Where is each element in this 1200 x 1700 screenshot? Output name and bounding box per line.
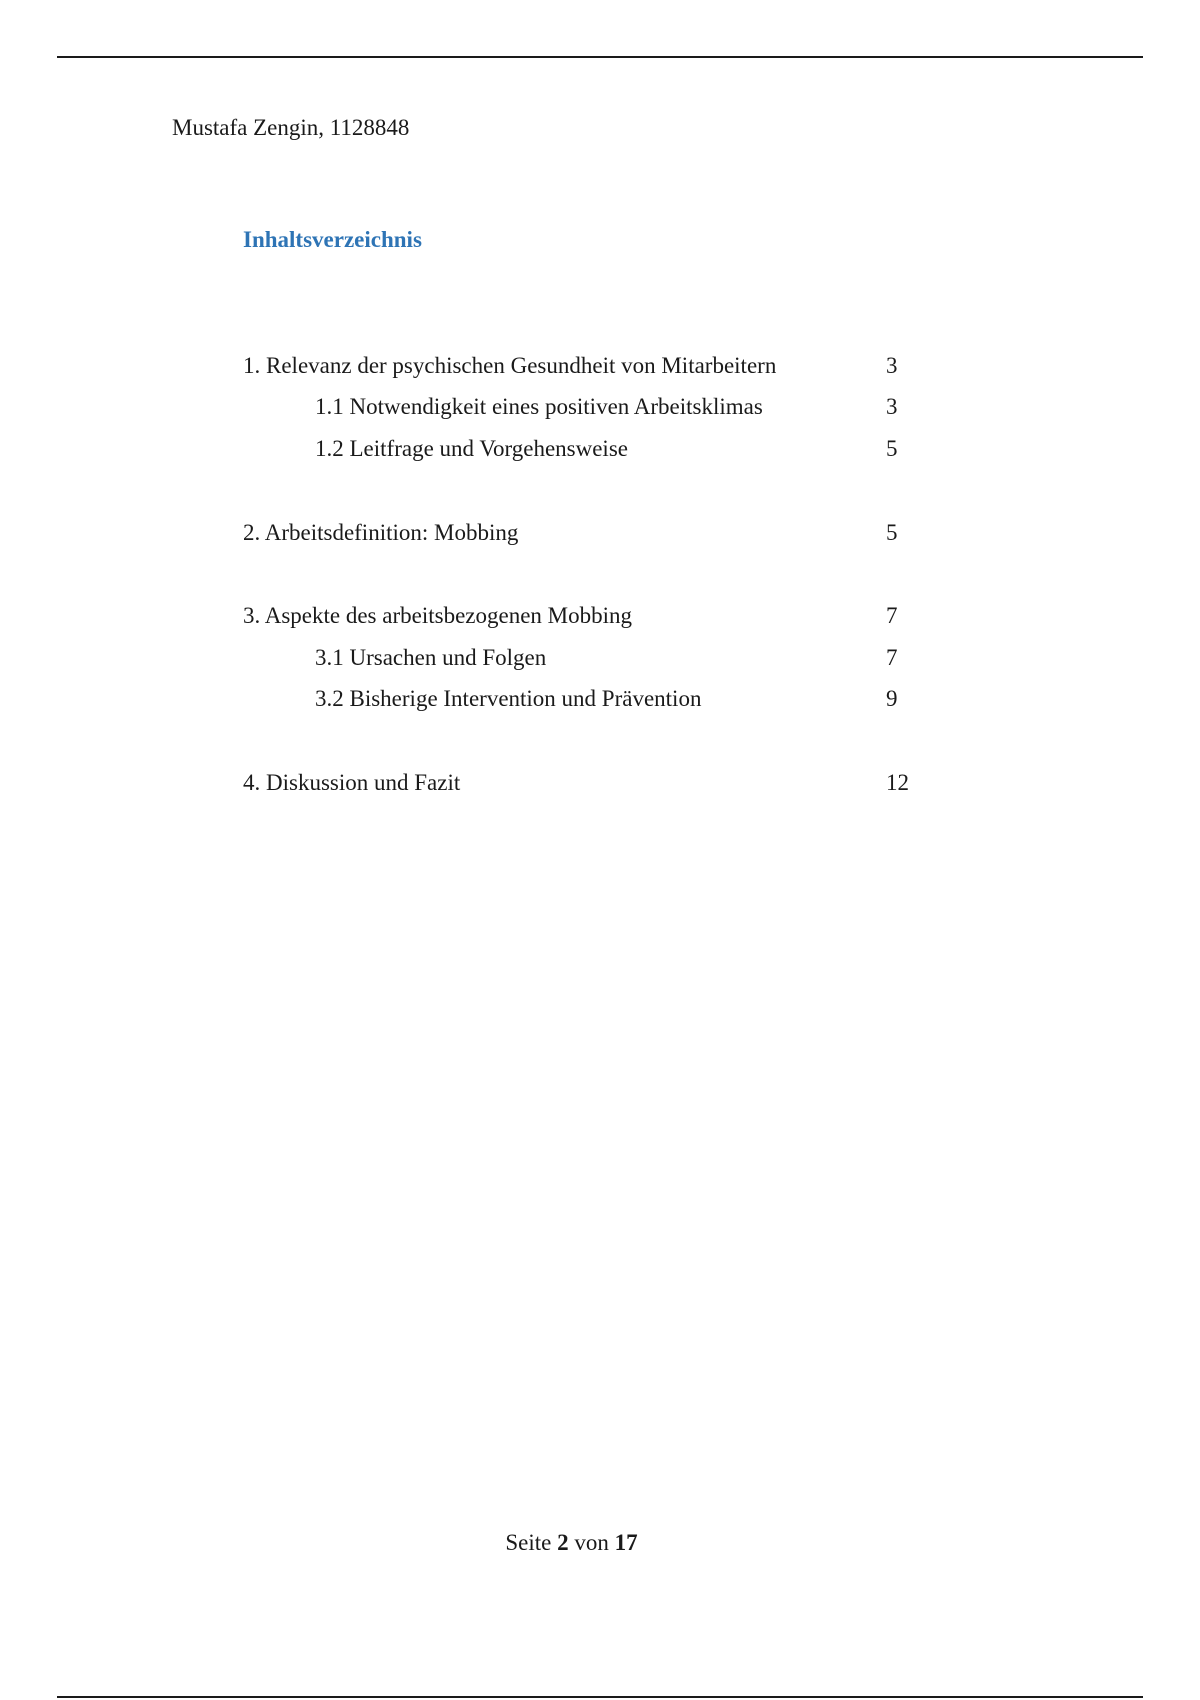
toc-entry-page: 3	[886, 394, 898, 419]
toc-entry-page: 7	[886, 645, 898, 670]
toc-entry-page: 12	[886, 770, 909, 795]
toc-entry-page: 5	[886, 520, 898, 545]
toc-entry-text: 4. Diskussion und Fazit	[243, 770, 461, 795]
footer-prefix: Seite	[505, 1530, 552, 1555]
footer-middle: von	[574, 1530, 609, 1555]
page-footer	[0, 1527, 1143, 1559]
toc-entry-1-1[interactable]	[315, 391, 763, 423]
toc-entry-text: 3.1 Ursachen und Folgen	[315, 645, 547, 670]
toc-entry-1-2[interactable]	[315, 433, 628, 465]
toc-entry-2[interactable]	[243, 517, 518, 549]
toc-entry-text: 3. Aspekte des arbeitsbezogenen Mobbing	[243, 603, 632, 628]
toc-entry-text: 1.1 Notwendigkeit eines positiven Arbeitsklimas	[315, 394, 763, 419]
top-rule	[57, 56, 1143, 58]
toc-entry-text: 2. Arbeitsdefinition: Mobbing	[243, 520, 519, 545]
footer-current-page: 2	[557, 1530, 569, 1555]
toc-entry-page: 9	[886, 686, 898, 711]
toc-heading: Inhaltsverzeichnis	[243, 227, 422, 252]
bottom-rule	[57, 1696, 1143, 1698]
toc-entry-4[interactable]	[243, 767, 460, 799]
footer-total-pages: 17	[614, 1530, 638, 1555]
toc-entry-page: 5	[886, 436, 898, 461]
toc-entry-3[interactable]	[243, 600, 632, 632]
toc-entry-3-1[interactable]	[315, 642, 546, 674]
toc-entry-text: 3.2 Bisherige Intervention und Prävention	[315, 686, 702, 711]
toc-entry-page: 3	[886, 353, 898, 378]
toc-entry-page: 7	[886, 603, 898, 628]
toc-entry-3-2[interactable]	[315, 683, 701, 715]
toc-entry-text: 1.2 Leitfrage und Vorgehensweise	[315, 436, 628, 461]
author-header: Mustafa Zengin, 1128848	[172, 115, 410, 140]
toc-entry-1[interactable]	[243, 350, 776, 382]
toc-entry-text: 1. Relevanz der psychischen Gesundheit von Mitarbeitern	[243, 353, 777, 378]
